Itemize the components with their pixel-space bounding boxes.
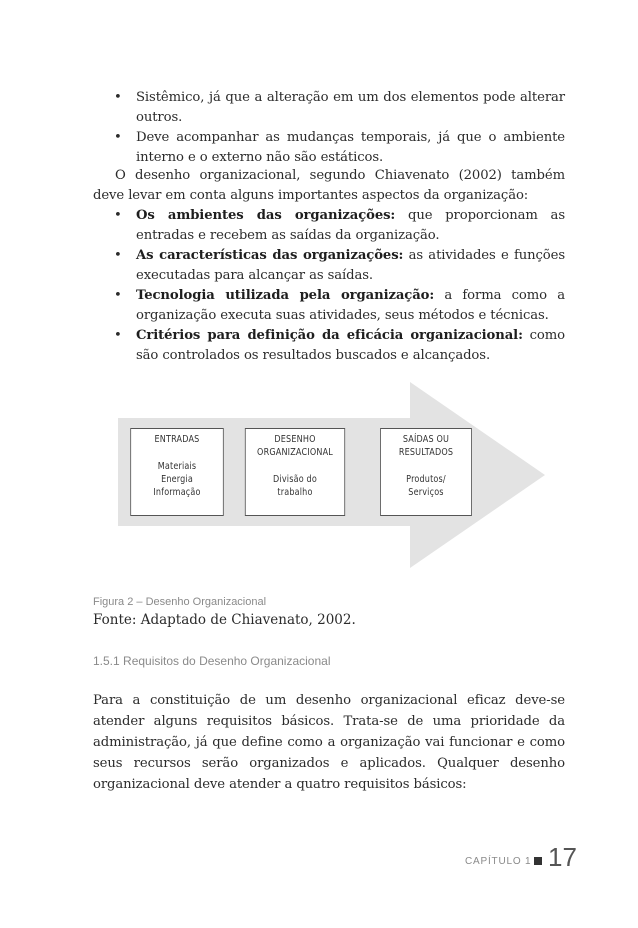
chapter-label: CAPÍTULO 1	[465, 856, 532, 867]
list-item: • As características das organizações: as atividades e funções executadas para alcançar as saídas.	[114, 248, 566, 283]
list-item: • Os ambientes das organizações: que proporcionam as entradas e recebem as saídas da organização.	[114, 208, 565, 243]
body-paragraph: Para a constituição de um desenho organizacional eficaz deve-se atender alguns requisitos básicos. Trata-se de uma prioridade da administração, já que define como a organização vai funcionar e como seus recursos serão organizados e aplicados. Qualquer desenho organizacional deve atender a quatro requisitos básicos:	[93, 693, 565, 792]
intro-paragraph: O desenho organizacional, segundo Chiavenato (2002) também deve levar em conta alguns importantes aspectos da organização:	[93, 168, 565, 203]
inputs-box	[130, 428, 224, 516]
inputs-items: Materiais Energia Informação	[153, 461, 201, 498]
outputs-heading: SAÍDAS OU RESULTADOS	[398, 434, 454, 458]
list-item: • Sistêmico, já que a alteração em um dos elementos pode alterar outros.	[114, 90, 565, 125]
organizational-design-diagram	[100, 382, 545, 568]
figure-caption: Figura 2 – Desenho Organizacional	[93, 596, 267, 608]
outputs-box	[380, 428, 472, 516]
top-bullet-list	[93, 88, 565, 168]
design-heading: DESENHO ORGANIZACIONAL	[257, 434, 333, 458]
design-box	[245, 428, 345, 516]
aspect-term: Os ambientes das organizações:	[136, 208, 396, 223]
figure-source: Fonte: Adaptado de Chiavenato, 2002.	[93, 612, 356, 628]
design-items: Divisão do trabalho	[273, 474, 317, 498]
list-item: • Critérios para definição da eficácia organizacional: como são controlados os resultados buscados e alcançados.	[114, 328, 565, 363]
footer-square-icon	[534, 857, 542, 865]
section-heading: 1.5.1 Requisitos do Desenho Organizacional	[93, 654, 331, 668]
outputs-items: Produtos/ Serviços	[406, 474, 446, 498]
page-number: 17	[548, 842, 577, 872]
aspects-list	[93, 206, 565, 366]
aspect-term: Tecnologia utilizada pela organização:	[136, 288, 435, 303]
list-item: • Tecnologia utilizada pela organização: a forma como a organização executa suas atividades, seus métodos e técnicas.	[114, 288, 565, 323]
inputs-heading: ENTRADAS	[154, 434, 200, 445]
aspect-term: Critérios para definição da eficácia organizacional:	[136, 328, 523, 343]
aspect-term: As características das organizações:	[136, 248, 404, 263]
list-item: • Deve acompanhar as mudanças temporais, já que o ambiente interno e o externo não são estáticos.	[114, 130, 565, 165]
